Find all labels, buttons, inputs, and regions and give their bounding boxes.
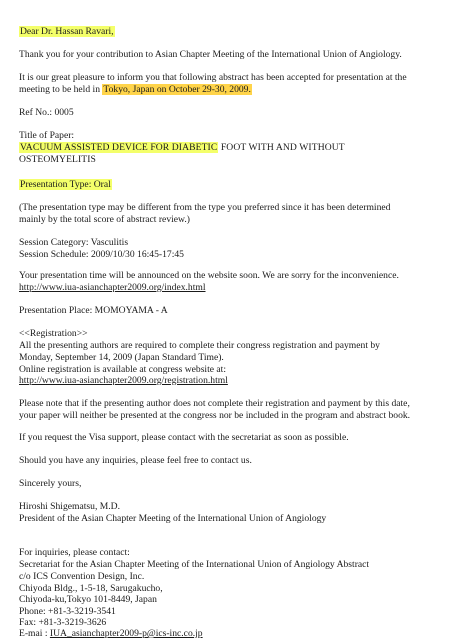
presentation-type <box>19 179 112 190</box>
registration-line-3: Online registration is available at congress website at: <box>19 364 227 375</box>
acceptance-line-2-prefix: meeting to be held in <box>19 84 103 95</box>
fax: Fax: +81-3-3219-3626 <box>19 617 107 628</box>
visa-line: If you request the Visa support, please contact with the secretariat as soon as possible. <box>19 432 349 443</box>
session-category: Session Category: Vasculitis <box>19 237 129 248</box>
registration-line-1: All the presenting authors are required to complete their congress registration and payment by <box>19 340 380 351</box>
title-label: Title of Paper: <box>19 130 75 141</box>
email-line <box>19 628 203 639</box>
email-label: E-mai : <box>19 628 50 639</box>
paper-title-line-2: OSTEOMYELITIS <box>19 154 96 165</box>
signer-name: Hiroshi Shigematsu, M.D. <box>19 501 121 512</box>
warning-line-1: Please note that if the presenting author does not complete their registration and payment by this date, <box>19 398 410 409</box>
contact-header: For inquiries, please contact: <box>19 547 130 558</box>
registration-link[interactable]: http://www.iua-asianchapter2009.org/registration.html <box>19 375 228 386</box>
salutation <box>19 26 115 37</box>
closing: Sincerely yours, <box>19 478 82 489</box>
acceptance-line-1: It is our great pleasure to inform you that following abstract has been accepted for presentation at the <box>19 72 407 83</box>
announcement: Your presentation time will be announced on the website soon. We are sorry for the inconvenience. <box>19 270 399 281</box>
contact-line-1: Secretariat for the Asian Chapter Meeting of the International Union of Angiology Abstract <box>19 559 370 570</box>
signer-title: President of the Asian Chapter Meeting of the International Union of Angiology <box>19 513 327 524</box>
session-schedule: Session Schedule: 2009/10/30 16:45-17:45 <box>19 249 184 260</box>
presentation-note-line-1: (The presentation type may be different from the type you preferred since it has been determined <box>19 202 391 213</box>
registration-line-2: Monday, September 14, 2009 (Japan Standard Time). <box>19 352 224 363</box>
email-link[interactable]: IUA_asianchapter2009-p@ics-inc.co.jp <box>49 628 203 639</box>
phone: Phone: +81-3-3219-3541 <box>19 606 116 617</box>
warning-line-2: your paper will neither be presented at the congress nor be included in the program and abstract book. <box>19 410 411 421</box>
registration-header: <<Registration>> <box>19 328 88 339</box>
contact-line-3: Chiyoda Bldg., 1-5-18, Sarugakucho, <box>19 583 163 594</box>
presentation-note-line-2: mainly by the total score of abstract review.) <box>19 214 190 225</box>
paper-title-line-1 <box>19 142 345 153</box>
index-link[interactable]: http://www.iua-asianchapter2009.org/index.html <box>19 282 206 293</box>
contact-line-4: Chiyoda-ku,Tokyo 101-8449, Japan <box>19 594 157 605</box>
meeting-venue-date: Tokyo, Japan on October 29-30, 2009. <box>103 84 251 95</box>
thanks-line: Thank you for your contribution to Asian Chapter Meeting of the International Union of Angiology. <box>19 49 402 60</box>
paper-title-rest: FOOT WITH AND WITHOUT <box>218 142 345 153</box>
acceptance-line-2 <box>19 84 252 95</box>
ref-number: Ref No.: 0005 <box>19 107 74 118</box>
contact-line-2: c/o ICS Convention Design, Inc. <box>19 571 145 582</box>
presentation-place: Presentation Place: MOMOYAMA - A <box>19 305 168 316</box>
paper-title-highlighted: VACUUM ASSISTED DEVICE FOR DIABETIC <box>20 142 218 153</box>
inquiries-line: Should you have any inquiries, please feel free to contact us. <box>19 455 252 466</box>
salutation-text: Dear Dr. Hassan Ravari, <box>20 26 114 37</box>
presentation-type-text: Presentation Type: Oral <box>20 179 111 190</box>
